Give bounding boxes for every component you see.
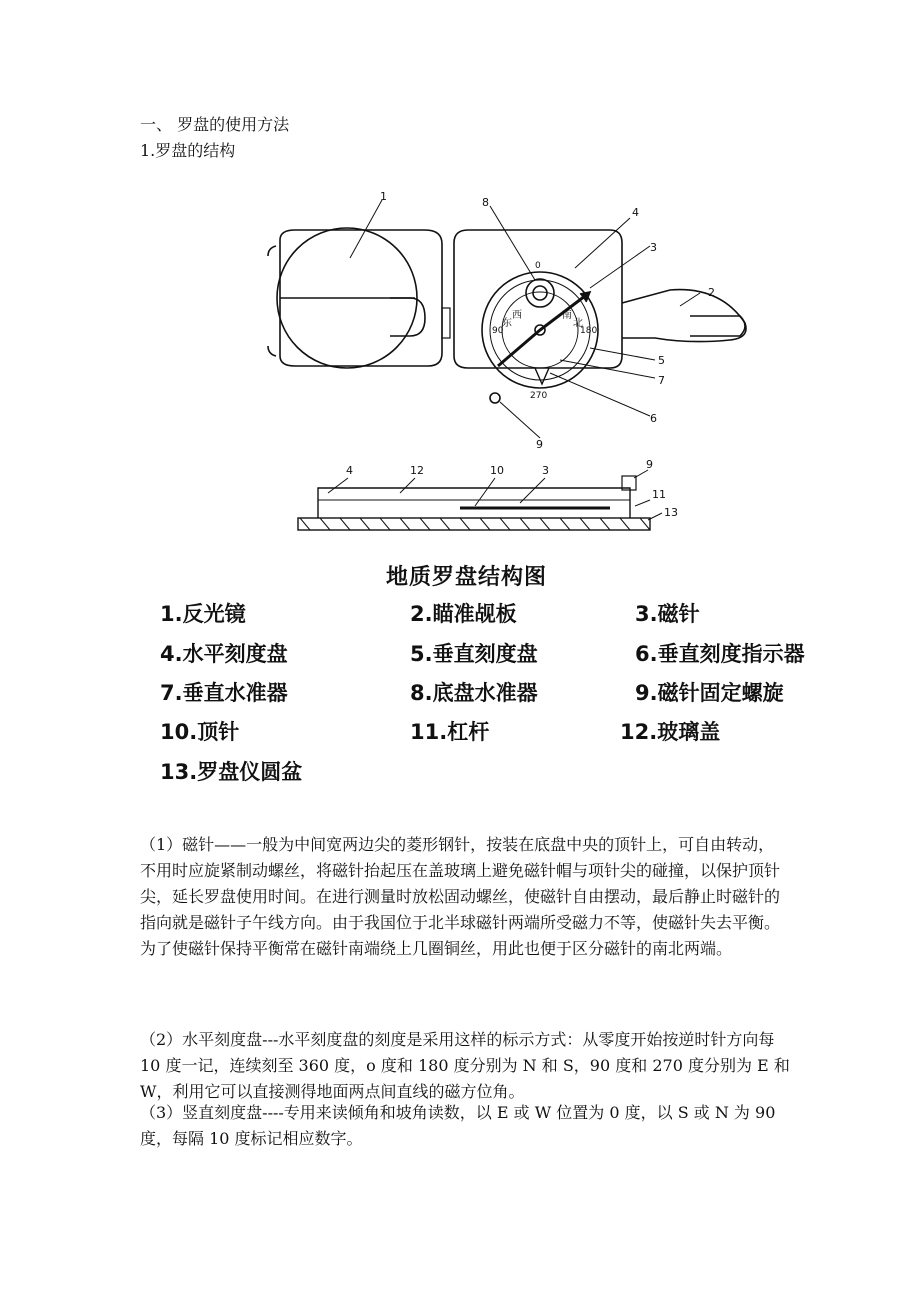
callout-number: 9 (646, 458, 653, 471)
legend-item: 10.顶针 (160, 720, 240, 744)
callout-number: 4 (632, 206, 639, 219)
callout-number: 3 (542, 464, 549, 477)
legend-item: 4.水平刻度盘 (160, 642, 288, 666)
legend-item: 11.杠杆 (410, 720, 490, 744)
callout-number: 2 (708, 286, 715, 299)
dial-direction-char: 西 (512, 310, 522, 321)
dial-mark: 90 (492, 326, 504, 336)
dial-mark: 0 (535, 261, 541, 271)
figure-caption: 地质罗盘结构图 (386, 565, 548, 590)
callout-number: 6 (650, 412, 657, 425)
side-view-base (298, 518, 650, 530)
dial-direction-char: 东 (502, 318, 512, 329)
paragraph-horizontal-dial: （2）水平刻度盘---水平刻度盘的刻度是采用这样的标示方式：从零度开始按逆时针方向每 10 度一记，连续刻至 360 度，o 度和 180 度分别为 N 和 S，90 度和 270 度分别为 E 和 W，利用它可以直接测得地面两点间直线的磁方位角。 (140, 1030, 790, 1101)
legend-item: 2.瞄准觇板 (410, 602, 517, 626)
legend-item: 1.反光镜 (160, 602, 246, 626)
callout-number: 3 (650, 241, 657, 254)
callout-number: 10 (490, 464, 504, 477)
legend-item: 3.磁针 (635, 602, 700, 626)
callout-number: 4 (346, 464, 353, 477)
paragraph-vertical-dial: （3）竖直刻度盘----专用来读倾角和坡角读数，以 E 或 W 位置为 0 度，以 S 或 N 为 90 度，每隔 10 度标记相应数字。 (140, 1103, 776, 1148)
legend-item: 6.垂直刻度指示器 (635, 642, 805, 666)
dial-mark: 270 (530, 391, 548, 401)
callout-number: 13 (664, 506, 678, 519)
legend-item: 7.垂直水准器 (160, 681, 288, 705)
dial-direction-char: 北 (573, 318, 583, 329)
legend-item: 5.垂直刻度盘 (410, 642, 538, 666)
legend-item: 12.玻璃盖 (620, 720, 721, 744)
legend-item: 13.罗盘仪圆盆 (160, 760, 303, 784)
paragraph-needle: （1）磁针——一般为中间宽两边尖的菱形钢针，按装在底盘中央的顶针上，可自由转动，不用时应旋紧制动螺丝，将磁针抬起压在盖玻璃上避免磁针帽与项针尖的碰撞，以保护顶针尖，延长罗盘使用时间。在进行测量时放松固动螺丝，使磁针自由摆动，最后静止时磁针的指向就是磁针子午线方向。由于我国位于北半球磁针两端所受磁力不等，使磁针失去平衡。为了使磁针保持平衡常在磁针南端绕上几圈铜丝，用此也便于区分磁针的南北两端。 (140, 835, 781, 958)
callout-number: 5 (658, 354, 665, 367)
callout-number: 7 (658, 374, 665, 387)
section-title: 一、 罗盘的使用方法 (140, 115, 290, 134)
callout-number: 11 (652, 488, 666, 501)
dial-direction-char: 南 (562, 310, 572, 321)
legend-item: 8.底盘水准器 (410, 681, 538, 705)
subsection-title: 1.罗盘的结构 (140, 141, 236, 160)
dial-mark: 180 (580, 326, 598, 336)
callout-number: 9 (536, 438, 543, 451)
legend-item: 9.磁针固定螺旋 (635, 681, 784, 705)
callout-number: 8 (482, 196, 489, 209)
compass-structure-diagram (250, 188, 770, 558)
callout-number: 1 (380, 190, 387, 203)
callout-number: 12 (410, 464, 424, 477)
